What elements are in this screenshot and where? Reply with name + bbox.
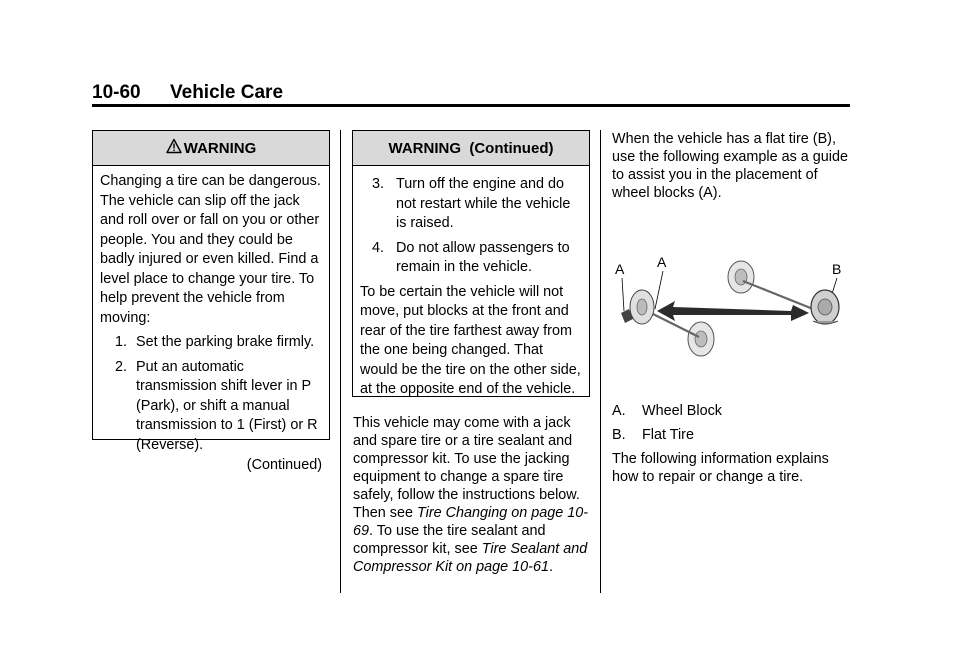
warning-step — [100, 358, 322, 456]
step-number: 1. — [115, 334, 128, 350]
column-divider-left — [340, 130, 341, 593]
text-run: . — [548, 559, 553, 575]
front-right-tire — [688, 322, 714, 356]
wheel-block-intro — [612, 130, 850, 202]
tire-changing-reference[interactable]: Tire Changing on page 10-69 — [353, 505, 589, 539]
distance-arrow — [657, 301, 809, 321]
page-header — [92, 82, 850, 106]
warning-title-bar — [93, 131, 329, 166]
leader-line — [622, 278, 624, 311]
warning-body — [93, 166, 329, 476]
page-number: 10-60 — [92, 82, 141, 103]
warning-intro: Changing a tire can be dangerous. The vehicle can slip off the jack and roll over or fall on you or other people. You and they could be badly injured or even killed. Find a level place to change your tire. To help prevent the vehicle from moving: — [100, 173, 321, 326]
leader-line — [655, 271, 663, 309]
warning-step — [360, 239, 582, 278]
warning-continued-title: WARNING (Continued) — [388, 139, 554, 157]
legend-label: A. — [612, 403, 626, 419]
warning-text: To be certain the vehicle will not move, put blocks at the front and rear of the tire farthest away from the one being changed. That would be the tire on the other side, at the opposite end of the vehicle. — [360, 283, 581, 397]
figure-label-a-second: A — [657, 254, 667, 270]
text-run: This vehicle may come with a jack and spare tire or a tire sealant and compressor kit. To use the jacking equipment to change a spare tire safely, follow the instructions below. Then see — [353, 415, 580, 521]
step-number: 4. — [372, 239, 385, 256]
continued-label: (Continued) — [246, 457, 322, 473]
flat-tire-icon — [811, 290, 839, 324]
step-number: 3. — [372, 176, 385, 192]
step-number: 2. — [115, 358, 128, 375]
column-divider-right — [600, 130, 601, 593]
figure-legend — [612, 402, 850, 486]
rear-right-tire — [728, 261, 754, 293]
tire-sealant-reference[interactable]: Tire Sealant and Compressor Kit on page 10-61 — [353, 541, 588, 575]
outro-text: The following information explains how to repair or change a tire. — [612, 451, 829, 485]
wheel-block-illustration — [613, 247, 853, 365]
rear-axle — [743, 281, 818, 311]
warning-step — [360, 175, 582, 234]
legend-item — [612, 402, 850, 420]
figure-label-a: A — [615, 261, 625, 277]
legend-text: Wheel Block — [642, 403, 722, 419]
legend-label: B. — [612, 427, 626, 443]
step-text: Do not allow passengers to remain in the vehicle. — [396, 239, 570, 275]
figure-label-b: B — [832, 261, 842, 277]
warning-continued-box — [352, 130, 590, 397]
header-rule — [92, 104, 850, 107]
legend-item — [612, 426, 850, 444]
warning-step — [100, 333, 322, 353]
step-text: Set the parking brake firmly. — [136, 334, 315, 350]
intro-text: When the vehicle has a flat tire (B), use the following example as a guide to assist you in the placement of wheel blocks (A). — [612, 131, 848, 201]
legend-text: Flat Tire — [642, 427, 694, 443]
step-text: Put an automatic transmission shift lever in P (Park), or shift a manual transmission to 1 (First) or R (Reverse). — [136, 358, 318, 453]
section-title: Vehicle Care — [170, 82, 284, 103]
warning-triangle-icon — [166, 138, 182, 154]
text-run: . To use the tire sealant and compressor kit, see — [353, 523, 546, 557]
paragraph-text — [353, 414, 593, 576]
jacking-equipment-paragraph — [353, 414, 593, 576]
warning-title-bar — [353, 131, 589, 166]
warning-box — [92, 130, 330, 473]
warning-body — [353, 166, 589, 400]
warning-title: WARNING — [183, 139, 257, 157]
wheel-with-block-tire — [630, 290, 654, 324]
step-text: Turn off the engine and do not restart while the vehicle is raised. — [396, 176, 571, 231]
